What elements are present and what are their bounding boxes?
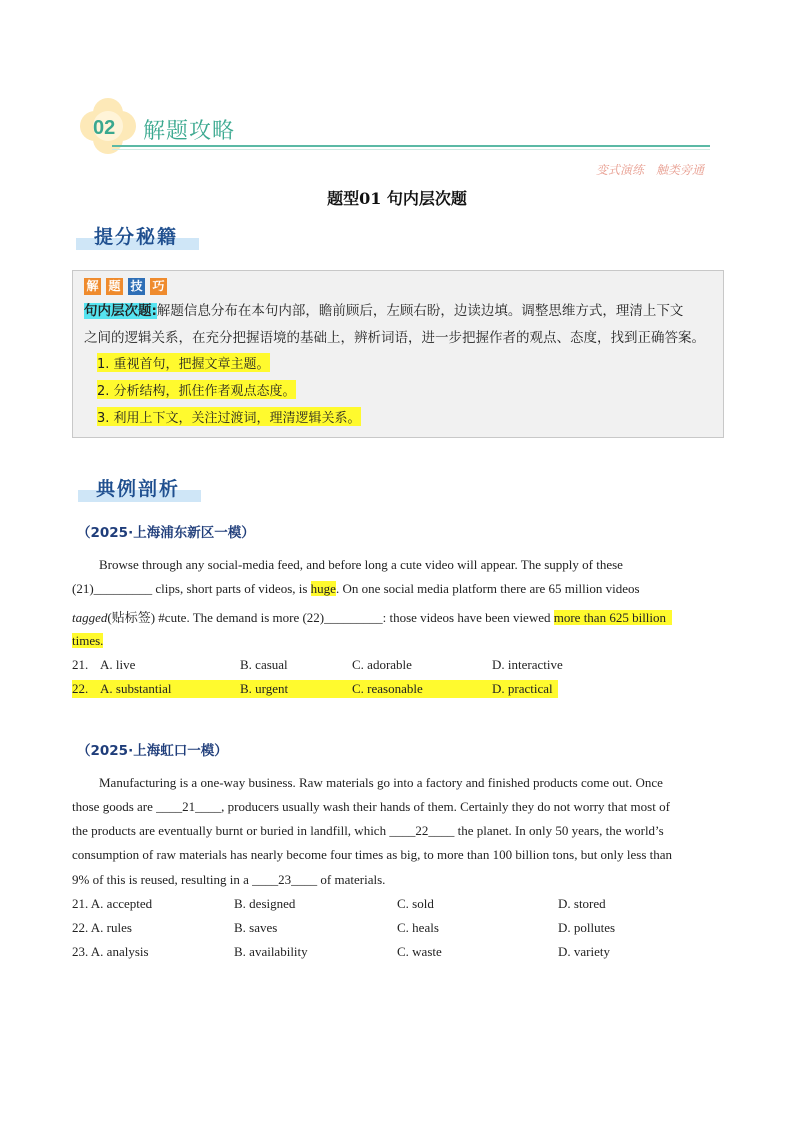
section-divider-shadow bbox=[112, 149, 710, 150]
ex2-q21-option-c: C. sold bbox=[397, 896, 434, 911]
tips-line-1: 句内层次题:解题信息分布在本句内部，瞻前顾后，左顾右盼，边读边填。调整思维方式，理清上下文 bbox=[84, 303, 684, 319]
example-heading-ribbon bbox=[78, 478, 208, 500]
example2-line-2: those goods are ____21____, producers usually wash their hands of them. Certainly they do not worry that most of bbox=[72, 799, 670, 814]
q22-option-b: B. urgent bbox=[240, 681, 289, 696]
section-slogan: 变式演练 触类旁通 bbox=[596, 163, 705, 177]
section-number: 02 bbox=[93, 117, 116, 139]
section-divider bbox=[112, 145, 710, 147]
q22-option-a: A. substantial bbox=[100, 681, 172, 696]
tips-badge-4: 巧 bbox=[150, 278, 167, 295]
example1-line-1: Browse through any social-media feed, and before long a cute video will appear. The supply of these bbox=[99, 557, 623, 572]
ex2-q21-option-d: D. stored bbox=[558, 896, 606, 911]
example1-line-4: times. bbox=[72, 633, 104, 648]
ex2-q22-option-c: C. heals bbox=[397, 920, 439, 935]
ex2-q21-option-a: 21. A. accepted bbox=[72, 896, 153, 911]
section-title: 解题攻略 bbox=[143, 119, 236, 144]
ex2-q22-option-a: 22. A. rules bbox=[72, 920, 132, 935]
ex2-q21-option-b: B. designed bbox=[234, 896, 296, 911]
tips-item-1: 1. 重视首句，把握文章主题。 bbox=[97, 353, 270, 372]
q21-option-d: D. interactive bbox=[492, 657, 563, 672]
q21-option-b: B. casual bbox=[240, 657, 288, 672]
tips-line-2: 之间的逻辑关系，在充分把握语境的基础上，辨析词语，进一步把握作者的观点、态度，找到正确答案。 bbox=[84, 330, 705, 346]
example2-line-4: consumption of raw materials has nearly become four times as big, to more than 100 billion tons, but only less than bbox=[72, 847, 673, 862]
example1-line-3: tagged(贴标签) #cute. The demand is more (22)_________: those videos have been viewed more than 625 billion bbox=[72, 607, 672, 626]
q22-option-d: D. practical bbox=[492, 681, 553, 696]
example2-line-1: Manufacturing is a one-way business. Raw materials go into a factory and finished products come out. Once bbox=[99, 775, 663, 790]
example2-line-3: the products are eventually burnt or buried in landfill, which ____22____ the planet. In only 50 years, the world’s bbox=[72, 823, 664, 838]
q21-option-c: C. adorable bbox=[352, 657, 412, 672]
example2-line-5: 9% of this is reused, resulting in a ____23____ of materials. bbox=[72, 872, 386, 887]
page-title: 题型01 句内层次题 bbox=[327, 189, 467, 208]
example-heading: 典例剖析 bbox=[96, 478, 181, 500]
example1-source: （2025·上海浦东新区一模） bbox=[77, 525, 255, 541]
tips-heading: 提分秘籍 bbox=[94, 226, 179, 248]
ex2-q22-option-d: D. pollutes bbox=[558, 920, 616, 935]
q21-option-a: A. live bbox=[100, 657, 136, 672]
q22-option-c: C. reasonable bbox=[352, 681, 423, 696]
tips-badge-2: 题 bbox=[106, 278, 123, 295]
tips-heading-ribbon bbox=[76, 226, 206, 248]
tips-badge-1: 解 bbox=[84, 278, 101, 295]
ex2-q22-option-b: B. saves bbox=[234, 920, 278, 935]
tips-label: 句内层次题: bbox=[84, 303, 157, 319]
ex2-q23-option-b: B. availability bbox=[234, 944, 308, 959]
ex2-q23-option-c: C. waste bbox=[397, 944, 442, 959]
tips-item-3: 3. 利用上下文，关注过渡词，理清逻辑关系。 bbox=[97, 407, 361, 426]
q21-number: 21. bbox=[72, 657, 89, 672]
tips-item-2: 2. 分析结构，抓住作者观点态度。 bbox=[97, 380, 296, 399]
example2-source: （2025·上海虹口一模） bbox=[77, 743, 228, 759]
tips-badge-3: 技 bbox=[128, 278, 145, 295]
ex2-q23-option-d: D. variety bbox=[558, 944, 610, 959]
example1-line-2: (21)_________ clips, short parts of videos, is huge. On one social media platform there are 65 million videos bbox=[72, 581, 640, 596]
ex2-q23-option-a: 23. A. analysis bbox=[72, 944, 149, 959]
q22-number: 22. bbox=[72, 681, 89, 696]
